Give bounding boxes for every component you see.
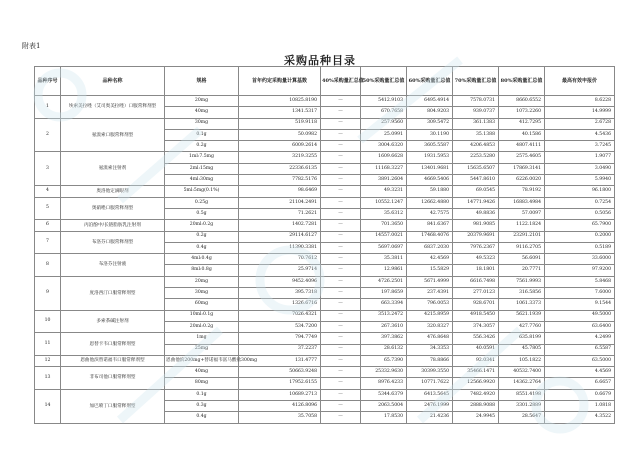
cell-drug-name: 奥洛他定滴眼剂 [61,186,165,197]
cell-60: 796.0053 [407,299,453,310]
cell-base: 71.2621 [239,208,321,219]
cell-80: 57.0097 [499,208,545,219]
cell-base: 10689.2713 [239,389,321,400]
cell-drug-name: 丙泊酚中/长链脂肪乳注射剂 [61,220,165,231]
cell-50: 65.7390 [361,355,407,366]
cell-drug-name: 非布司他口服常释剂型 [61,367,165,390]
cell-70: 939.0737 [453,107,499,118]
cell-max-price: 96.1800 [545,186,615,197]
header-50: 50%采购量汇总值 [361,67,407,96]
cell-spec: 0.2g [165,141,239,152]
cell-base: 3219.3255 [239,152,321,163]
cell-seq: 11 [35,333,61,356]
cell-base: 9452.4096 [239,276,321,287]
cell-50: 8976.4233 [361,378,407,389]
cell-base: 1402.7281 [239,220,321,231]
cell-40: — [321,163,361,174]
cell-40: — [321,107,361,118]
cell-spec: 0.2g [165,231,239,242]
table-row [35,220,615,231]
cell-80: 105.1822 [499,355,545,366]
cell-60: 42.7575 [407,208,453,219]
cell-40: — [321,344,361,355]
cell-80: 635.8199 [499,333,545,344]
cell-80: 20.7771 [499,265,545,276]
cell-50: 25.0991 [361,129,407,140]
cell-40: — [321,242,361,253]
cell-70: 14771.9426 [453,197,499,208]
cell-50: 35.6312 [361,208,407,219]
cell-spec: 2ml:15mg [165,163,239,174]
cell-70: 374.3057 [453,321,499,332]
cell-60: 309.5472 [407,118,453,129]
cell-max-price: 63.6400 [545,321,615,332]
cell-80: 8551.4198 [499,389,545,400]
cell-40: — [321,186,361,197]
cell-max-price: 6.5587 [545,344,615,355]
cell-seq: 7 [35,231,61,254]
cell-70: 2888.9088 [453,401,499,412]
cell-70: 49.8836 [453,208,499,219]
cell-seq: 14 [35,389,61,423]
cell-60: 30.1190 [407,129,453,140]
cell-80: 4807.4111 [499,141,545,152]
cell-60: 1931.5953 [407,152,453,163]
cell-40: — [321,276,361,287]
cell-40: — [321,197,361,208]
cell-70: 12566.9920 [453,378,499,389]
header-80: 80%采购量汇总值 [499,67,545,96]
cell-80: 45.7805 [499,344,545,355]
cell-base: 519.9118 [239,118,321,129]
cell-50: 2063.5004 [361,401,407,412]
cell-60: 841.6367 [407,220,453,231]
cell-50: 35.3811 [361,254,407,265]
cell-80: 17869.3141 [499,163,545,174]
cell-spec: 0.5g [165,208,239,219]
cell-base: 11390.3381 [239,242,321,253]
cell-drug-name: 氨溴索注射剂 [61,152,165,186]
table-row [35,231,615,242]
cell-70: 361.1383 [453,118,499,129]
cell-80: 40.1586 [499,129,545,140]
cell-40: — [321,299,361,310]
cell-spec: 4ml:30mg [165,175,239,186]
cell-seq: 4 [35,186,61,197]
table-row [35,333,615,344]
cell-70: 4206.4853 [453,141,499,152]
cell-80: 23291.2101 [499,231,545,242]
procurement-table [34,66,615,424]
cell-50: 3004.6320 [361,141,407,152]
cell-40: — [321,208,361,219]
cell-60: 3605.5587 [407,141,453,152]
cell-70: 7976.2367 [453,242,499,253]
cell-drug-name: 布洛芬口服常释剂型 [61,231,165,254]
cell-80: 14362.2764 [499,378,545,389]
cell-max-price: 1.9077 [545,152,615,163]
cell-max-price: 8.6228 [545,96,615,107]
cell-max-price: 0.5056 [545,208,615,219]
cell-base: 131.4777 [239,355,321,366]
cell-50: 397.3862 [361,333,407,344]
cell-spec: 10ml:0.1g [165,310,239,321]
cell-50: 12.9861 [361,265,407,276]
cell-60: 30399.3550 [407,367,453,378]
cell-40: — [321,367,361,378]
cell-spec: 25mg [165,344,239,355]
cell-60: 42.4569 [407,254,453,265]
cell-50: 4726.2501 [361,276,407,287]
cell-base: 70.7612 [239,254,321,265]
cell-80: 8660.6552 [499,96,545,107]
cell-spec: 0.1g [165,389,239,400]
cell-spec: 0.3g [165,401,239,412]
cell-50: 10552.1247 [361,197,407,208]
cell-max-price: 1.0818 [545,401,615,412]
cell-80: 316.5856 [499,288,545,299]
cell-70: 556.3426 [453,333,499,344]
cell-80: 412.7295 [499,118,545,129]
cell-max-price: 0.6679 [545,389,615,400]
cell-spec: 4ml:0.4g [165,254,239,265]
cell-70: 40.0591 [453,344,499,355]
cell-spec: 80mg [165,378,239,389]
cell-50: 670.7658 [361,107,407,118]
cell-60: 78.8866 [407,355,453,366]
cell-80: 2575.4605 [499,152,545,163]
cell-max-price: 97.9200 [545,265,615,276]
cell-70: 24.9945 [453,412,499,423]
cell-80: 427.7760 [499,321,545,332]
cell-spec: 0.4g [165,412,239,423]
table-row [35,197,615,208]
cell-spec: 0.25g [165,197,239,208]
cell-base: 10825.8190 [239,96,321,107]
cell-50: 257.9560 [361,118,407,129]
cell-50: 5412.9103 [361,96,407,107]
cell-seq: 5 [35,197,61,220]
cell-60: 6495.4914 [407,96,453,107]
table-body [35,96,615,424]
cell-drug-name: 埃索美拉唑（艾司奥美拉唑）口服常释剂型 [61,96,165,119]
cell-40: — [321,141,361,152]
cell-50: 701.3650 [361,220,407,231]
cell-max-price: 0.5189 [545,242,615,253]
cell-seq: 12 [35,355,61,366]
cell-70: 981.9085 [453,220,499,231]
cell-drug-name: 奥硝唑口服常释剂型 [61,197,165,220]
cell-60: 17468.4076 [407,231,453,242]
cell-60: 6413.5645 [407,389,453,400]
cell-seq: 8 [35,254,61,277]
cell-70: 20379.9691 [453,231,499,242]
cell-drug-name: 加巴喷丁口服常释剂型 [61,389,165,423]
cell-seq: 1 [35,96,61,119]
cell-drug-name: 恩曲他滨替诺福韦口服常释剂型 [61,355,165,366]
cell-70: 15635.6507 [453,163,499,174]
cell-70: 49.5323 [453,254,499,265]
cell-base: 7026.4321 [239,310,321,321]
cell-max-price: 0.7254 [545,197,615,208]
cell-spec: 30mg [165,288,239,299]
cell-80: 7561.9993 [499,276,545,287]
cell-60: 34.3353 [407,344,453,355]
cell-max-price: 49.5000 [545,310,615,321]
cell-60: 15.5829 [407,265,453,276]
cell-50: 5697.0697 [361,242,407,253]
cell-base: 21104.2491 [239,197,321,208]
cell-seq: 3 [35,152,61,186]
cell-60: 5671.4999 [407,276,453,287]
cell-70: 92.0341 [453,355,499,366]
cell-base: 37.2237 [239,344,321,355]
cell-40: — [321,412,361,423]
cell-base: 7782.5176 [239,175,321,186]
cell-40: — [321,96,361,107]
cell-spec: 40mg [165,367,239,378]
cell-max-price: 9.1544 [545,299,615,310]
cell-50: 14557.0021 [361,231,407,242]
table-row [35,254,615,265]
header-seq: 品种序号 [35,67,61,96]
cell-base: 534.7200 [239,321,321,332]
cell-seq: 6 [35,220,61,231]
header-max-price: 最高有效申报价 [545,67,615,96]
cell-70: 6616.7498 [453,276,499,287]
cell-base: 6009.2614 [239,141,321,152]
cell-60: 320.8327 [407,321,453,332]
cell-70: 35466.1471 [453,367,499,378]
cell-spec: 20mg [165,96,239,107]
cell-70: 35.1388 [453,129,499,140]
header-70: 70%采购量汇总值 [453,67,499,96]
cell-50: 25332.9630 [361,367,407,378]
cell-60: 804.9203 [407,107,453,118]
cell-70: 4918.5450 [453,310,499,321]
cell-seq: 13 [35,367,61,390]
cell-seq: 2 [35,118,61,152]
cell-40: — [321,333,361,344]
cell-base: 794.7749 [239,333,321,344]
cell-80: 9116.2705 [499,242,545,253]
header-60: 60%采购量汇总值 [407,67,453,96]
table-row [35,96,615,107]
cell-max-price: 3.7245 [545,141,615,152]
cell-spec: 8ml:0.8g [165,265,239,276]
cell-base: 1341.5317 [239,107,321,118]
cell-70: 5447.8610 [453,175,499,186]
cell-seq: 10 [35,310,61,333]
cell-max-price: 5.8468 [545,276,615,287]
cell-base: 35.7058 [239,412,321,423]
cell-60: 59.1880 [407,186,453,197]
cell-50: 3891.2604 [361,175,407,186]
cell-70: 277.0123 [453,288,499,299]
cell-max-price: 4.3522 [545,412,615,423]
cell-80: 3301.2889 [499,401,545,412]
header-spec: 规格 [165,67,239,96]
cell-spec: 0.1g [165,129,239,140]
cell-60: 21.4236 [407,412,453,423]
cell-max-price: 2.6728 [545,118,615,129]
cell-drug-name: 多索茶碱注射剂 [61,310,165,333]
cell-40: — [321,310,361,321]
cell-base: 395.7318 [239,288,321,299]
cell-spec: 20ml:0.2g [165,321,239,332]
cell-80: 16883.4984 [499,197,545,208]
cell-60: 476.8648 [407,333,453,344]
cell-40: — [321,129,361,140]
cell-40: — [321,231,361,242]
cell-70: 7578.0731 [453,96,499,107]
cell-40: — [321,175,361,186]
cell-drug-name: 氨溴索口服常释剂型 [61,118,165,152]
cell-max-price: 4.4569 [545,367,615,378]
cell-60: 12662.4880 [407,197,453,208]
cell-40: — [321,220,361,231]
cell-40: — [321,118,361,129]
cell-80: 1073.2260 [499,107,545,118]
cell-max-price: 7.6000 [545,288,615,299]
table-row [35,276,615,287]
cell-spec: 5ml:5mg(0.1%) [165,186,239,197]
cell-max-price: 0.2000 [545,231,615,242]
cell-40: — [321,265,361,276]
cell-60: 13401.9681 [407,163,453,174]
cell-spec: 1mg [165,333,239,344]
cell-40: — [321,389,361,400]
cell-max-price: 3.0490 [545,163,615,174]
cell-50: 5344.6379 [361,389,407,400]
cell-spec: 0.4g [165,242,239,253]
table-row [35,355,615,366]
table-row [35,152,615,163]
cell-50: 11168.3227 [361,163,407,174]
header-name: 品种名称 [61,67,165,96]
cell-40: — [321,401,361,412]
cell-base: 98.6469 [239,186,321,197]
header-40: 40%采购量汇总值 [321,67,361,96]
cell-spec: 恩曲他滨200mg+替诺福韦富马酸盐300mg [165,355,239,366]
cell-60: 2476.1999 [407,401,453,412]
cell-spec: 20mg [165,276,239,287]
cell-max-price: 6.6657 [545,378,615,389]
cell-base: 25.9714 [239,265,321,276]
cell-80: 28.5647 [499,412,545,423]
cell-40: — [321,254,361,265]
cell-50: 663.3394 [361,299,407,310]
cell-50: 197.8659 [361,288,407,299]
cell-base: 1326.6716 [239,299,321,310]
cell-70: 7482.4920 [453,389,499,400]
cell-40: — [321,288,361,299]
cell-drug-name: 恩替卡韦口服常释剂型 [61,333,165,356]
cell-drug-name: 布洛芬注射液 [61,254,165,277]
cell-60: 10771.7622 [407,378,453,389]
cell-50: 28.6132 [361,344,407,355]
cell-base: 50.0982 [239,129,321,140]
cell-50: 17.8530 [361,412,407,423]
cell-spec: 40mg [165,107,239,118]
cell-spec: 60mg [165,299,239,310]
cell-80: 6226.0020 [499,175,545,186]
cell-base: 17952.6155 [239,378,321,389]
cell-60: 6837.2030 [407,242,453,253]
cell-spec: 1ml:7.5mg [165,152,239,163]
cell-70: 69.0545 [453,186,499,197]
table-row [35,186,615,197]
cell-spec: 20ml:0.2g [165,220,239,231]
cell-base: 50663.9248 [239,367,321,378]
cell-max-price: 14.9999 [545,107,615,118]
cell-max-price: 63.5000 [545,355,615,366]
cell-drug-name: 度洛西汀口服常释剂型 [61,276,165,310]
cell-40: — [321,355,361,366]
header-base: 首年约定采购量计算基数 [239,67,321,96]
cell-60: 4215.8959 [407,310,453,321]
cell-40: — [321,321,361,332]
table-row [35,310,615,321]
cell-60: 237.4391 [407,288,453,299]
cell-seq: 9 [35,276,61,310]
cell-max-price: 4.2499 [545,333,615,344]
attachment-label: 附表1 [22,42,41,50]
cell-max-price: 65.7900 [545,220,615,231]
cell-80: 5621.1939 [499,310,545,321]
cell-spec: 30mg [165,118,239,129]
cell-50: 49.3231 [361,186,407,197]
cell-70: 18.1801 [453,265,499,276]
cell-base: 4126.8096 [239,401,321,412]
cell-base: 29114.6127 [239,231,321,242]
cell-50: 1609.6628 [361,152,407,163]
page-title: 采购品种目录 [284,54,356,67]
cell-40: — [321,152,361,163]
cell-max-price: 4.5436 [545,129,615,140]
cell-50: 267.3610 [361,321,407,332]
cell-max-price: 33.6000 [545,254,615,265]
cell-40: — [321,378,361,389]
cell-base: 22336.6135 [239,163,321,174]
cell-80: 56.6091 [499,254,545,265]
cell-80: 40532.7400 [499,367,545,378]
cell-70: 2253.5280 [453,152,499,163]
cell-70: 928.6701 [453,299,499,310]
cell-60: 4669.5406 [407,175,453,186]
table-row [35,389,615,400]
table-header-row [35,67,615,96]
cell-80: 78.9192 [499,186,545,197]
cell-max-price: 5.9940 [545,175,615,186]
table-row [35,367,615,378]
cell-50: 3513.2472 [361,310,407,321]
cell-80: 1122.1824 [499,220,545,231]
table-row [35,118,615,129]
cell-80: 1061.3373 [499,299,545,310]
